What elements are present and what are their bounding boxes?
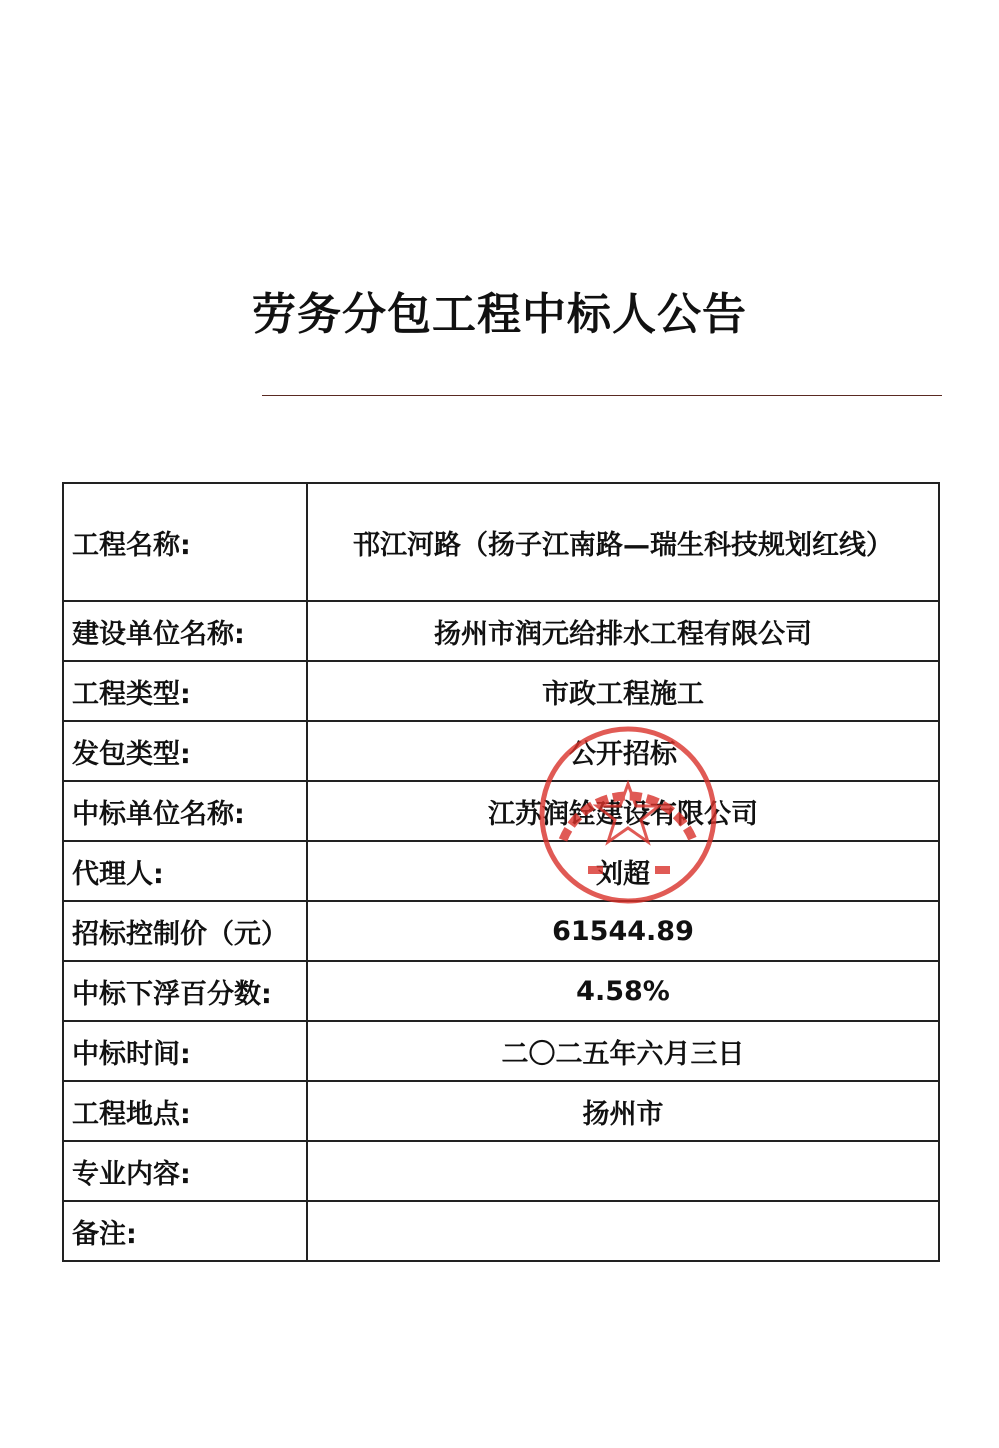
- page-title: 劳务分包工程中标人公告: [252, 289, 747, 340]
- row-value: [307, 1201, 939, 1261]
- row-label: 工程地点:: [63, 1081, 307, 1141]
- row-value: 邗江河路（扬子江南路—瑞生科技规划红线）: [307, 483, 939, 601]
- table-row: [63, 901, 939, 961]
- row-label: 代理人:: [63, 841, 307, 901]
- row-label: 招标控制价（元）: [63, 901, 307, 961]
- row-label: 中标下浮百分数:: [63, 961, 307, 1021]
- table-row: [63, 721, 939, 781]
- title-divider: [262, 395, 942, 396]
- table-row: [63, 1201, 939, 1261]
- row-label: 中标时间:: [63, 1021, 307, 1081]
- row-value: 刘超: [307, 841, 939, 901]
- row-value: 江苏润铨建设有限公司: [307, 781, 939, 841]
- table-row: [63, 661, 939, 721]
- row-label: 中标单位名称:: [63, 781, 307, 841]
- row-value: 二〇二五年六月三日: [307, 1021, 939, 1081]
- table-row: [63, 483, 939, 601]
- row-value: 4.58%: [307, 961, 939, 1021]
- table-row: [63, 1081, 939, 1141]
- row-label: 建设单位名称:: [63, 601, 307, 661]
- row-label: 工程名称:: [63, 483, 307, 601]
- table-row: [63, 1021, 939, 1081]
- table-row: [63, 841, 939, 901]
- row-value: [307, 1141, 939, 1201]
- row-label: 专业内容:: [63, 1141, 307, 1201]
- row-label: 发包类型:: [63, 721, 307, 781]
- bid-info-table: [62, 482, 940, 1262]
- table-row: [63, 1141, 939, 1201]
- row-value: 市政工程施工: [307, 661, 939, 721]
- row-label: 备注:: [63, 1201, 307, 1261]
- row-value: 扬州市: [307, 1081, 939, 1141]
- row-label: 工程类型:: [63, 661, 307, 721]
- table-row: [63, 781, 939, 841]
- table-row: [63, 961, 939, 1021]
- row-value: 公开招标: [307, 721, 939, 781]
- row-value: 扬州市润元给排水工程有限公司: [307, 601, 939, 661]
- row-value: 61544.89: [307, 901, 939, 961]
- table-row: [63, 601, 939, 661]
